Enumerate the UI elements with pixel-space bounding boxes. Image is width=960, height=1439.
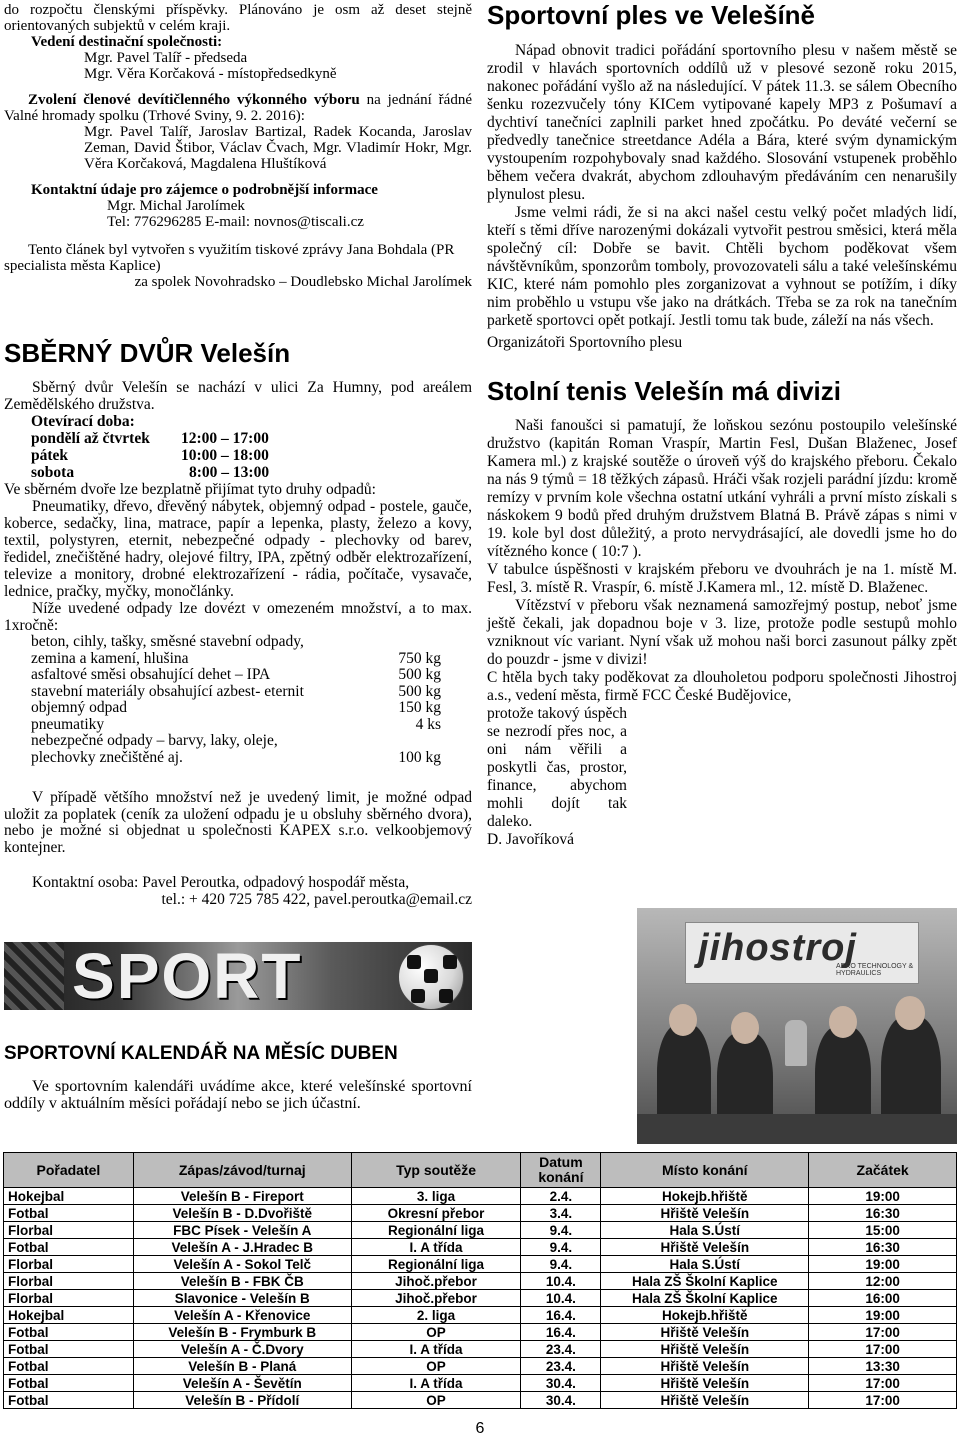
- table-header-row: [4, 1153, 957, 1188]
- table-cell: Florbal: [4, 1256, 134, 1273]
- ples-paragraph: Nápad obnovit tradici pořádání sportovního plesu v našem městě se zrodil v hlavách sportovních oddílů už v plesové sezoně roku 2015, nakonec pořádání vyšlo až na následující. V pátek 11.3. se sálem Obecního šenku rozezvučely tóny KICem vytipované kapely MP3 z Pošumaví a dychtiví tanečníci zaplnili parket hned zpočátku. Po deváté večerní se předvedly tanečnice streetdance Adéla a Bára, které svým dynamickým vystoupením rozpohybovaly snad každého. Slosování vstupenek proběhlo během večera dvakrát, abychom zdlouhavým předáváním cen nenarušily plynulost plesu.: [487, 42, 957, 203]
- table-cell: Velešín A - Křenovice: [133, 1307, 351, 1324]
- waste-item: asfaltové směsi obsahující dehet – IPA: [31, 666, 271, 683]
- excess-paragraph: V případě většího množství než je uvedený limit, je možné odpad uložit za poplatek (ceník za uložení odpadu je u obsluhy sběrného dvora), nebo je možné si objednat u společnosti KAPEX s.r.o. velkoobjemový kontejner.: [4, 789, 472, 856]
- table-row: [4, 1256, 957, 1273]
- calendar-section: [4, 1043, 472, 1112]
- table-cell: Hala S.Ústí: [601, 1256, 809, 1273]
- waste-qty: 750 kg: [398, 649, 441, 667]
- trophy-icon: [785, 1020, 807, 1066]
- col-header: Začátek: [809, 1153, 957, 1188]
- table-cell: Hokejb.hřiště: [601, 1307, 809, 1324]
- table-cell: OP: [351, 1358, 521, 1375]
- hours-time: 10:00 – 18:00: [181, 447, 269, 464]
- free-list: Pneumatiky, dřevo, dřevěný nábytek, objemný odpad - postele, gauče, koberce, sedačky, lina, matrace, papír a lepenka, plasty, železo a kovy, textil, polystyren, eternit, nebezpečné odpady - plechovky od barev, ředidel, znečištěné hadry, olejové filtry, IPA, zpětný odběr elektrozařízení, televize a monitory, drobné elektrozařízení - rádia, počítače, vysavače, lednice, pračky, myčky, monočlánky.: [4, 498, 472, 600]
- hours-day: sobota: [31, 464, 75, 481]
- table-cell: Hala ZŠ Školní Kaplice: [601, 1290, 809, 1307]
- waste-qty: 4 ks: [415, 715, 441, 733]
- waste-qty: [371, 634, 441, 651]
- table-row: [4, 1205, 957, 1222]
- table-cell: Fotbal: [4, 1392, 134, 1409]
- table-cell: 16:30: [809, 1239, 957, 1256]
- table-cell: 17:00: [809, 1324, 957, 1341]
- table-cell: 19:00: [809, 1256, 957, 1273]
- table-cell: I. A třída: [351, 1375, 521, 1392]
- hours-time: 8:00 – 13:00: [189, 464, 270, 481]
- table-cell: 16:00: [809, 1290, 957, 1307]
- table-cell: 3. liga: [351, 1188, 521, 1205]
- table-row: [4, 1324, 957, 1341]
- management-item: Mgr. Pavel Talíř - předseda: [84, 50, 248, 66]
- opening-hours: [31, 430, 472, 481]
- waste-qty: 150 kg: [398, 699, 441, 716]
- table-cell: 30.4.: [521, 1375, 601, 1392]
- waste-qty: 500 kg: [398, 666, 441, 683]
- table-cell: Florbal: [4, 1222, 134, 1239]
- soccer-ball-icon: [398, 944, 464, 1010]
- hours-time: 12:00 – 17:00: [181, 430, 269, 447]
- ping-pong-table: [637, 1114, 957, 1144]
- table-cell: Hokejbal: [4, 1188, 134, 1205]
- tenis-wrap-paragraph: protože takový úspěch se nezrodí přes noc, a oni nám věřili a poskytli čas, prostor, finance, abychom mohli dojít tak daleko.: [487, 705, 627, 830]
- contact-tel: Tel: 776296285 E-mail: novnos@tiscali.cz: [107, 214, 364, 230]
- table-cell: 10.4.: [521, 1290, 601, 1307]
- article-signature: za spolek Novohradsko – Doudlebsko Michal Jarolímek: [134, 274, 472, 290]
- table-row: [4, 1375, 957, 1392]
- table-cell: Hřiště Velešín: [601, 1392, 809, 1409]
- table-row: [4, 1392, 957, 1409]
- table-cell: 23.4.: [521, 1341, 601, 1358]
- left-column: [4, 0, 472, 908]
- table-row: [4, 1239, 957, 1256]
- table-cell: Jihoč.přebor: [351, 1290, 521, 1307]
- table-cell: OP: [351, 1324, 521, 1341]
- contact-title: Kontaktní údaje pro zájemce o podrobnější informace: [31, 182, 378, 198]
- table-cell: Florbal: [4, 1290, 134, 1307]
- free-intro: Ve sběrném dvoře lze bezplatně přijímat tyto druhy odpadů:: [4, 481, 376, 498]
- table-cell: Hala ZŠ Školní Kaplice: [601, 1273, 809, 1290]
- limit-intro: Níže uvedené odpady lze dovézt v omezeném množství, a to max. 1xročně:: [4, 600, 472, 634]
- table-cell: 17:00: [809, 1341, 957, 1358]
- banner-pattern: [4, 942, 64, 1010]
- table-cell: Velešín A - Ševětín: [133, 1375, 351, 1392]
- col-header: Zápas/závod/turnaj: [133, 1153, 351, 1188]
- table-cell: Fotbal: [4, 1324, 134, 1341]
- table-cell: Hřiště Velešín: [601, 1341, 809, 1358]
- table-cell: Fotbal: [4, 1358, 134, 1375]
- table-row: [4, 1222, 957, 1239]
- col-header: Datum konání: [521, 1153, 601, 1188]
- table-cell: 9.4.: [521, 1222, 601, 1239]
- table-cell: Jihoč.přebor: [351, 1273, 521, 1290]
- table-row: [4, 1290, 957, 1307]
- table-cell: FBC Písek - Velešín A: [133, 1222, 351, 1239]
- board-members: Mgr. Pavel Talíř, Jaroslav Bartizal, Radek Kocanda, Jaroslav Zeman, David Štibor, Václav Čvach, Mgr. Vladimír Hokr, Mgr. Věra Korčaková, Magdalena Hluštíková: [84, 124, 472, 172]
- table-cell: Fotbal: [4, 1375, 134, 1392]
- waste-item: plechovky znečištěné aj.: [31, 748, 183, 766]
- election-bold: Zvolení členové devítičlenného výkonného výboru: [28, 92, 360, 108]
- ples-title: Sportovní ples ve Velešíně: [487, 0, 816, 30]
- table-cell: 17:00: [809, 1375, 957, 1392]
- table-cell: Florbal: [4, 1273, 134, 1290]
- intro-paragraph: do rozpočtu členskými příspěvky. Plánováno je osm až deset stejně orientovaných subjektů v celém kraji.: [4, 2, 472, 34]
- table-cell: 16:30: [809, 1205, 957, 1222]
- table-cell: Velešín B - Přídolí: [133, 1392, 351, 1409]
- table-row: [4, 1358, 957, 1375]
- jihostroj-logo: jihostroj: [698, 927, 857, 969]
- table-cell: OP: [351, 1392, 521, 1409]
- table-cell: Hřiště Velešín: [601, 1205, 809, 1222]
- table-cell: Velešín B - Fireport: [133, 1188, 351, 1205]
- tenis-title: Stolní tenis Velešín má divizi: [487, 376, 841, 406]
- banner-word: SPORT: [72, 942, 303, 1010]
- sport-banner: [4, 942, 472, 1010]
- right-column: [487, 0, 957, 849]
- table-cell: 16.4.: [521, 1307, 601, 1324]
- table-cell: 23.4.: [521, 1358, 601, 1375]
- table-cell: 12:00: [809, 1273, 957, 1290]
- election-rest: na jednání řádné Valné hromady spolku (Trhové Sviny, 9. 2. 2016):: [4, 92, 472, 124]
- table-cell: Velešín B - D.Dvořiště: [133, 1205, 351, 1222]
- table-cell: I. A třída: [351, 1239, 521, 1256]
- table-cell: Hřiště Velešín: [601, 1324, 809, 1341]
- table-row: [4, 1307, 957, 1324]
- calendar-title: SPORTOVNÍ KALENDÁŘ NA MĚSÍC DUBEN: [4, 1043, 398, 1064]
- waste-item: stavební materiály obsahující azbest- eternit: [31, 682, 304, 700]
- table-cell: Okresní přebor: [351, 1205, 521, 1222]
- waste-item: zemina a kamení, hlušina: [31, 649, 189, 667]
- dvur-title: SBĚRNÝ DVŮR Velešín: [4, 338, 291, 368]
- table-cell: Hala S.Ústí: [601, 1222, 809, 1239]
- table-cell: I. A třída: [351, 1341, 521, 1358]
- team-photo: [637, 908, 957, 1144]
- table-cell: 13:30: [809, 1358, 957, 1375]
- waste-qty: 500 kg: [398, 682, 441, 700]
- table-cell: 16.4.: [521, 1324, 601, 1341]
- tenis-paragraph: Naši fanoušci si pamatují, že loňskou sezónu postoupilo velešínské družstvo (kapitán Roman Vraspír, Martin Fesl, Dušan Blaženec, Josef Kamera ml.) z krajské soutěže o úroveň výš do krajského přeboru. Čekalo na nás 9 týmů = 18 těžkých zápasů. Hráči však rozjeli parádní jízdu: kromě remízy v prvním kole všechna ostatní utkání vyhráli a první místo získali s náskokem 9 bodů před druhým družstvem Blatná B. Právě zápas s nimi v 19. kole byl dost důležitý, a proto nervydrásající, ale dovedli jsme ho do vítězného konce ( 10:7 ).: [487, 417, 957, 560]
- table-cell: Fotbal: [4, 1239, 134, 1256]
- hours-day: pátek: [31, 447, 69, 464]
- table-cell: 15:00: [809, 1222, 957, 1239]
- limited-waste-list: [31, 634, 472, 766]
- page-number: 6: [475, 1420, 485, 1437]
- ples-paragraph: Jsme velmi rádi, že si na akci našel cestu velký počet mladých lidí, kteří s těmi dříve narozenými dokázali vytvořit pestrou směsici, která měla společný cíl: Dobře se bavit. Chtěli bychom poděkovat všem návštěvníkům, sponzorům tomboly, provozovateli sálu a také velešínskému KIC, které nám pomohlo ples zorganizovat a vyhnout se potížím, i díky nim proběhlo u vstupu vše jako na drátkách. Třeba se za rok na tanečním parketě sportovci opět potkají. Jestli tomu tak bude, záleží na nás všech.: [487, 204, 957, 329]
- article-note: Tento článek byl vytvořen s využitím tiskové zprávy Jana Bohdala (PR specialista města Kaplice): [4, 242, 455, 274]
- table-cell: Slavonice - Velešín B: [133, 1290, 351, 1307]
- table-cell: Velešín B - Frymburk B: [133, 1324, 351, 1341]
- calendar-text: Ve sportovním kalendáři uvádíme akce, které velešínské sportovní oddíly v aktuálním měsíci pořádají nebo se jich účastní.: [4, 1078, 472, 1112]
- table-cell: Velešín A - J.Hradec B: [133, 1239, 351, 1256]
- table-cell: Fotbal: [4, 1205, 134, 1222]
- tenis-paragraph: V tabulce úspěšnosti v krajském přeboru ve dvouhrách je na 1. místě M. Fesl, 3. místě R. Vraspír, 6. místě J.Kamera ml., 12. místě D. Blaženec.: [487, 561, 957, 596]
- dvur-contact: Kontaktní osoba: Pavel Peroutka, odpadový hospodář města,: [32, 874, 410, 891]
- table-cell: 2. liga: [351, 1307, 521, 1324]
- waste-item: nebezpečné odpady – barvy, laky, oleje,: [31, 732, 278, 749]
- waste-item: pneumatiky: [31, 715, 105, 733]
- table-cell: 9.4.: [521, 1239, 601, 1256]
- tenis-paragraph: C htěla bych taky poděkovat za dlouholetou podporu společnosti Jihostroj a.s., vedení města, firmě FCC České Budějovice,: [487, 669, 957, 704]
- waste-item: beton, cihly, tašky, směsné stavební odpady,: [31, 633, 304, 650]
- table-cell: 10.4.: [521, 1273, 601, 1290]
- table-cell: Hřiště Velešín: [601, 1239, 809, 1256]
- table-cell: Fotbal: [4, 1341, 134, 1358]
- table-cell: Regionální liga: [351, 1222, 521, 1239]
- col-header: Místo konání: [601, 1153, 809, 1188]
- col-header: Pořadatel: [4, 1153, 134, 1188]
- election-paragraph: [4, 92, 472, 124]
- management-title: Vedení destinační společnosti:: [31, 34, 223, 50]
- table-cell: 19:00: [809, 1188, 957, 1205]
- table-row: [4, 1341, 957, 1358]
- table-cell: 19:00: [809, 1307, 957, 1324]
- dvur-intro: Sběrný dvůr Velešín se nachází v ulici Za Humny, pod areálem Zemědělského družstva.: [4, 379, 472, 413]
- dvur-contact-tel: tel.: + 420 725 785 422, pavel.peroutka@email.cz: [161, 890, 472, 908]
- tenis-paragraph: Vítězství v přeboru však neznamená samozřejmý postup, neboť jsme ještě čekali, jak dopadnou boje v 3. lize, protože podle sestupů mohlo vzniknout víc variant. Nyní však už mohou naši borci zasunout pálky zpět do pouzdr - jsme v divizi!: [487, 597, 957, 668]
- col-header: Typ soutěže: [351, 1153, 521, 1188]
- table-cell: 3.4.: [521, 1205, 601, 1222]
- table-cell: 30.4.: [521, 1392, 601, 1409]
- table-cell: 2.4.: [521, 1188, 601, 1205]
- table-cell: 17:00: [809, 1392, 957, 1409]
- table-cell: Regionální liga: [351, 1256, 521, 1273]
- waste-qty: 100 kg: [398, 748, 441, 766]
- hours-title: Otevírací doba:: [31, 413, 135, 430]
- contact-name: Mgr. Michal Jarolímek: [107, 198, 245, 214]
- table-cell: Hokejbal: [4, 1307, 134, 1324]
- management-item: Mgr. Věra Korčaková - místopředsedkyně: [84, 66, 337, 82]
- logo-subtitle: AERO TECHNOLOGY & HYDRAULICS: [836, 963, 914, 977]
- table-cell: Velešín A - Sokol Telč: [133, 1256, 351, 1273]
- table-cell: Velešín B - FBK ČB: [133, 1273, 351, 1290]
- table-cell: Hřiště Velešín: [601, 1375, 809, 1392]
- sport-calendar-table: [3, 1152, 957, 1409]
- table-row: [4, 1188, 957, 1205]
- ples-signature: Organizátoři Sportovního plesu: [487, 334, 683, 351]
- tenis-signature: D. Javoříková: [487, 831, 574, 848]
- table-cell: Velešín B - Planá: [133, 1358, 351, 1375]
- table-cell: Velešín A - Č.Dvory: [133, 1341, 351, 1358]
- table-cell: Hokejb.hřiště: [601, 1188, 809, 1205]
- waste-qty: [371, 733, 441, 750]
- hours-day: pondělí až čtvrtek: [31, 430, 150, 447]
- waste-item: objemný odpad: [31, 699, 127, 716]
- table-cell: 9.4.: [521, 1256, 601, 1273]
- sponsor-banner: [685, 922, 919, 984]
- table-row: [4, 1273, 957, 1290]
- table-cell: Hřiště Velešín: [601, 1358, 809, 1375]
